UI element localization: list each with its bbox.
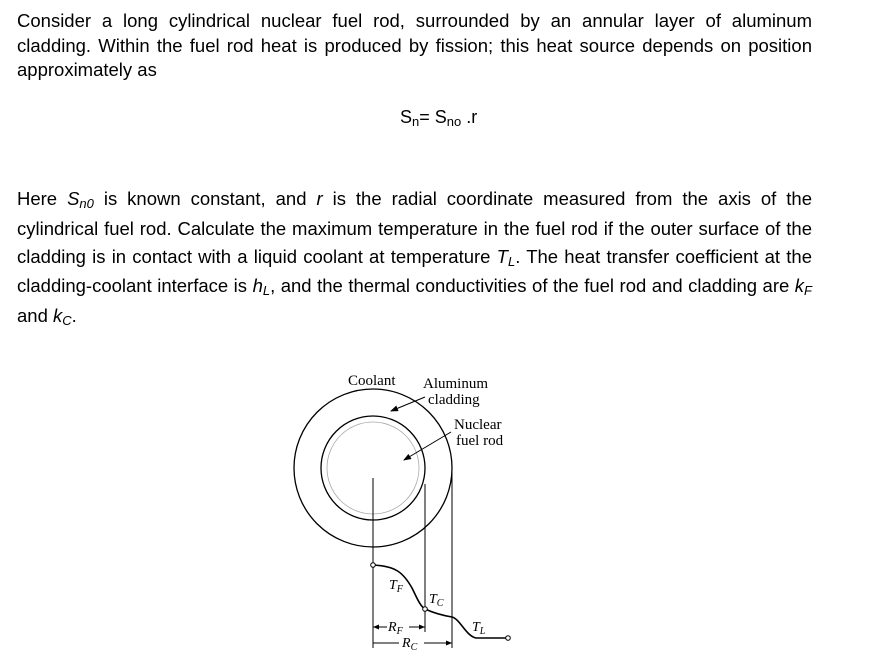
eq-rhs-subscript: no [446, 114, 462, 129]
hl-subscript: L [262, 283, 271, 299]
body-text-6: and [17, 305, 54, 327]
problem-statement-paragraph [17, 185, 812, 332]
intro-paragraph: Consider a long cylindrical nuclear fuel rod, surrounded by an annular layer of aluminum cladding. Within the fuel rod heat is produced by fission; this heat source depends on position approximately as [17, 10, 812, 80]
body-text-1: Here [17, 188, 68, 209]
rf-arrowhead-right [419, 625, 425, 630]
fuel-label-line2: fuel rod [456, 433, 504, 449]
fuel-rod-figure [286, 364, 526, 660]
kf-subscript: F [804, 283, 812, 299]
body-text-3: is the radial coordinate measured from the axis of the cylindrical fuel rod. Calculate the maximum temperature in the fuel rod if the outer surface of the cladding is in contact with a liquid coolant at temperature [17, 188, 812, 267]
fuel-rod-diagram [286, 364, 526, 660]
kc-subscript: C [62, 313, 72, 329]
sno-symbol: S [67, 188, 80, 209]
tl-subscript: L [507, 253, 516, 269]
rf-label: $R_F$ [388, 620, 403, 637]
coolant-label: Coolant [348, 373, 396, 389]
eq-rhs-tail: .r [461, 107, 478, 127]
body-text-2: is known constant, and [93, 188, 317, 209]
rf-arrowhead-left [373, 625, 379, 630]
rc-arrowhead-right [446, 641, 452, 646]
eq-rhs-symbol: S [434, 107, 447, 127]
fuel-label-line1: Nuclear [454, 417, 502, 433]
tl-symbol: T [496, 245, 508, 267]
body-text-7: . [71, 305, 77, 327]
eq-lhs-symbol: S [400, 107, 413, 127]
kf-symbol: k [794, 275, 805, 297]
kc-symbol: k [53, 305, 63, 327]
heat-source-equation [400, 107, 510, 128]
body-text-4: . The heat transfer coefficient at the cladding-coolant interface is [17, 245, 812, 297]
r-symbol: r [316, 188, 323, 209]
eq-lhs-subscript: n [412, 114, 420, 129]
tl-point [506, 636, 511, 641]
body-text-5: , and the thermal conductivities of the fuel rod and cladding are [270, 275, 795, 297]
tl-label: $T_L$ [472, 620, 486, 637]
hl-symbol: h [252, 275, 263, 297]
cladding-label-line2: cladding [428, 392, 480, 408]
tf-label: $T_F$ [389, 578, 403, 595]
tc-point [423, 607, 428, 612]
cladding-label-line1: Aluminum [423, 376, 489, 392]
fuel-leader-arrow [404, 432, 451, 460]
tf-point [371, 563, 376, 568]
tc-label: $T_C$ [429, 592, 444, 609]
rc-label: $R_C$ [402, 636, 418, 653]
sno-subscript: n0 [79, 196, 94, 211]
eq-equals: = [419, 107, 435, 127]
